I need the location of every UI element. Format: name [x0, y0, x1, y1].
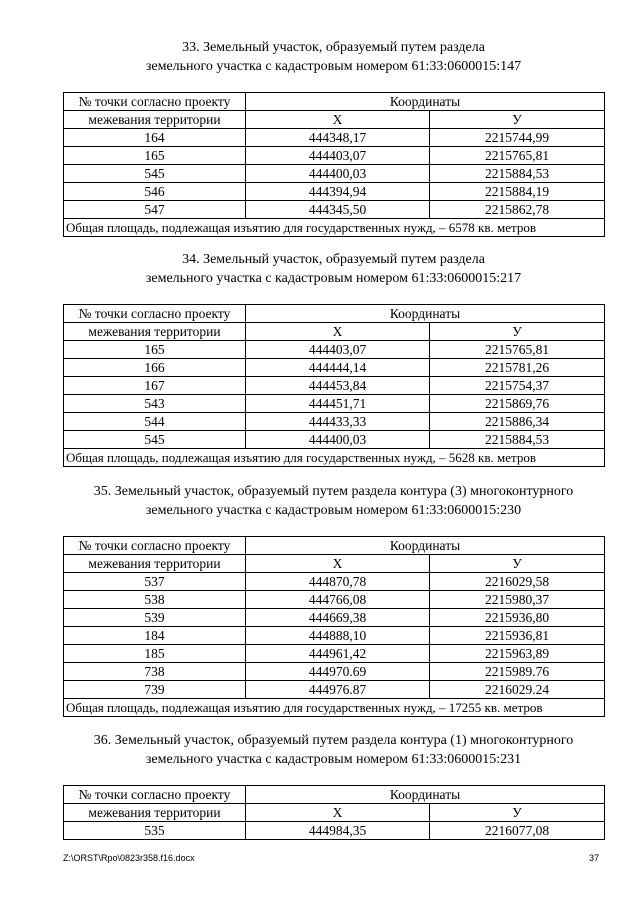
col-coords-header: Координаты: [246, 93, 605, 111]
table-cell: 547: [64, 201, 246, 219]
table-cell: 444453,84: [246, 377, 430, 395]
table-cell: 738: [64, 663, 246, 681]
total-area: Общая площадь, подлежащая изъятию для государственных нужд, – 17255 кв. метров: [64, 699, 605, 717]
col-x-header: Х: [246, 555, 430, 573]
table-cell: 444444,14: [246, 359, 430, 377]
table-cell: 2215884,53: [430, 431, 605, 449]
col-y-header: У: [430, 111, 605, 129]
table-cell: 444451,71: [246, 395, 430, 413]
table-cell: 444669,38: [246, 609, 430, 627]
col-point-header: № точки согласно проекту: [64, 305, 246, 323]
table-cell: 444400,03: [246, 165, 430, 183]
table-row: [64, 359, 605, 377]
table-cell: 167: [64, 377, 246, 395]
table-row: [64, 183, 605, 201]
col-point-header: № точки согласно проекту: [64, 786, 246, 804]
section-35: [63, 482, 604, 717]
table-cell: 2215980,37: [430, 591, 605, 609]
table-row: [64, 591, 605, 609]
table-row: [64, 431, 605, 449]
table-cell: 444394,94: [246, 183, 430, 201]
coordinates-table: [63, 304, 605, 467]
col-point-header: № точки согласно проекту: [64, 93, 246, 111]
table-cell: 444970.69: [246, 663, 430, 681]
col-y-header: У: [430, 555, 605, 573]
table-cell: 2215765,81: [430, 147, 605, 165]
col-point-header-2: межевания территории: [64, 111, 246, 129]
col-coords-header: Координаты: [246, 786, 605, 804]
table-cell: 185: [64, 645, 246, 663]
table-cell: 444403,07: [246, 341, 430, 359]
table-cell: 444345,50: [246, 201, 430, 219]
table-cell: 444984,35: [246, 822, 430, 840]
table-cell: 2216077,08: [430, 822, 605, 840]
table-cell: 2215989.76: [430, 663, 605, 681]
table-cell: 2215963,89: [430, 645, 605, 663]
section-title: 36. Земельный участок, образуемый путем раздела контура (1) многоконтурного земельного участка с кадастровым номером 61:33:0600015:231: [93, 733, 574, 767]
section-title: 35. Земельный участок, образуемый путем раздела контура (3) многоконтурного земельного участка с кадастровым номером 61:33:0600015:230: [93, 484, 574, 518]
table-cell: 545: [64, 431, 246, 449]
table-cell: 2215936,80: [430, 609, 605, 627]
table-row: [64, 395, 605, 413]
table-cell: 444766,08: [246, 591, 430, 609]
section-36: [63, 731, 604, 840]
section-title: 33. Земельный участок, образуемый путем раздела земельного участка с кадастровым номером 61:33:0600015:147: [145, 40, 522, 74]
table-cell: 2215765,81: [430, 341, 605, 359]
table-cell: 444403,07: [246, 147, 430, 165]
table-row: [64, 129, 605, 147]
table-cell: 444888,10: [246, 627, 430, 645]
table-cell: 2215862,78: [430, 201, 605, 219]
footer-file-path: Z:\ORST\Rpo\0823r358.f16.docx: [63, 853, 195, 863]
table-row: [64, 377, 605, 395]
table-cell: 543: [64, 395, 246, 413]
table-row: [64, 681, 605, 699]
table-row: [64, 201, 605, 219]
table-cell: 538: [64, 591, 246, 609]
page-number: 37: [589, 853, 600, 863]
table-row: [64, 147, 605, 165]
table-cell: 739: [64, 681, 246, 699]
table-cell: 2215744,99: [430, 129, 605, 147]
table-row: [64, 165, 605, 183]
col-point-header-2: межевания территории: [64, 804, 246, 822]
col-y-header: У: [430, 323, 605, 341]
total-area: Общая площадь, подлежащая изъятию для государственных нужд, – 5628 кв. метров: [64, 449, 605, 467]
table-row: [64, 573, 605, 591]
table-cell: 444961,42: [246, 645, 430, 663]
col-point-header-2: межевания территории: [64, 323, 246, 341]
table-cell: 2215869,76: [430, 395, 605, 413]
table-cell: 164: [64, 129, 246, 147]
col-coords-header: Координаты: [246, 537, 605, 555]
table-cell: 444433,33: [246, 413, 430, 431]
table-cell: 546: [64, 183, 246, 201]
coordinates-table: [63, 92, 605, 237]
table-cell: 2215884,19: [430, 183, 605, 201]
table-row: [64, 663, 605, 681]
section-34: [63, 250, 604, 467]
coordinates-table: [63, 536, 605, 717]
table-row: [64, 609, 605, 627]
table-cell: 545: [64, 165, 246, 183]
col-x-header: Х: [246, 804, 430, 822]
table-row: [64, 627, 605, 645]
table-cell: 535: [64, 822, 246, 840]
table-cell: 2215886,34: [430, 413, 605, 431]
table-cell: 2216029,58: [430, 573, 605, 591]
table-cell: 165: [64, 341, 246, 359]
section-title: 34. Земельный участок, образуемый путем раздела земельного участка с кадастровым номером 61:33:0600015:217: [145, 252, 522, 286]
table-cell: 444348,17: [246, 129, 430, 147]
table-cell: 2215884,53: [430, 165, 605, 183]
col-coords-header: Координаты: [246, 305, 605, 323]
col-x-header: Х: [246, 111, 430, 129]
table-cell: 184: [64, 627, 246, 645]
table-cell: 544: [64, 413, 246, 431]
table-row: [64, 645, 605, 663]
col-y-header: У: [430, 804, 605, 822]
table-cell: 165: [64, 147, 246, 165]
table-cell: 537: [64, 573, 246, 591]
section-33: [63, 38, 604, 237]
table-cell: 539: [64, 609, 246, 627]
col-point-header: № точки согласно проекту: [64, 537, 246, 555]
table-row: [64, 341, 605, 359]
coordinates-table: [63, 785, 605, 840]
total-area: Общая площадь, подлежащая изъятию для государственных нужд, – 6578 кв. метров: [64, 219, 605, 237]
table-cell: 2216029.24: [430, 681, 605, 699]
table-row: [64, 822, 605, 840]
table-cell: 444870,78: [246, 573, 430, 591]
table-cell: 444976.87: [246, 681, 430, 699]
table-cell: 166: [64, 359, 246, 377]
table-cell: 2215936,81: [430, 627, 605, 645]
col-x-header: Х: [246, 323, 430, 341]
table-cell: 444400,03: [246, 431, 430, 449]
table-cell: 2215781,26: [430, 359, 605, 377]
table-row: [64, 413, 605, 431]
col-point-header-2: межевания территории: [64, 555, 246, 573]
table-cell: 2215754,37: [430, 377, 605, 395]
